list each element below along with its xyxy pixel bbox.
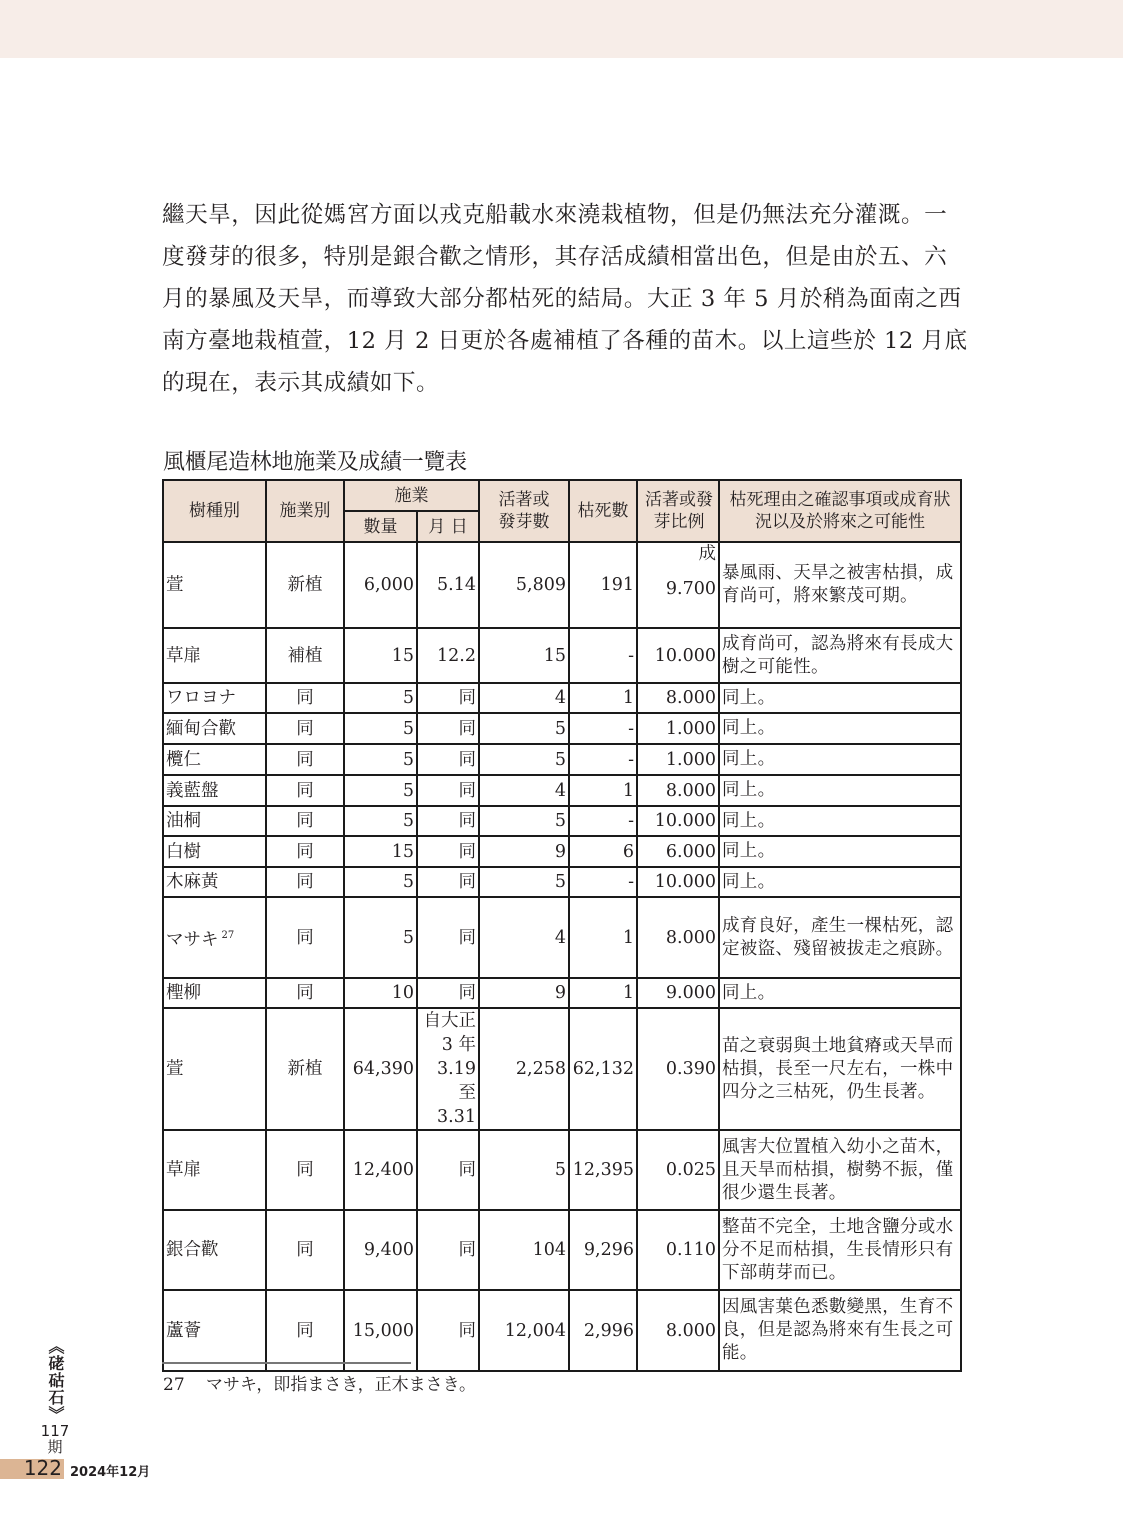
cell-work-type: 同 bbox=[266, 1290, 344, 1371]
cell-survived: 4 bbox=[479, 775, 569, 806]
cell-species bbox=[163, 542, 266, 628]
cell-date: 5.14 bbox=[417, 542, 479, 628]
cell-ratio: 10.000 bbox=[637, 628, 719, 683]
cell-date: 同 bbox=[417, 897, 479, 978]
footnote-ref[interactable]: 27 bbox=[221, 929, 235, 941]
cell-dead: - bbox=[569, 713, 637, 744]
cell-quantity: 9,400 bbox=[344, 1210, 417, 1290]
body-text bbox=[162, 194, 968, 404]
cell-quantity: 5 bbox=[344, 897, 417, 978]
ratio-value: 9.700 bbox=[665, 579, 716, 599]
issue-label: 期 bbox=[47, 1438, 63, 1456]
species-name: 緬甸合歡 bbox=[166, 718, 236, 739]
cell-remarks: 成育良好，產生一棵枯死，認定被盜、殘留被拔走之痕跡。 bbox=[719, 897, 961, 978]
cell-date: 同 bbox=[417, 1210, 479, 1290]
cell-ratio: 10.000 bbox=[637, 867, 719, 897]
cell-ratio bbox=[637, 542, 719, 628]
cell-ratio: 0.025 bbox=[637, 1130, 719, 1210]
table-row bbox=[163, 836, 961, 867]
table-row bbox=[163, 1210, 961, 1290]
header-remarks: 枯死理由之確認事項或成育狀況以及於將來之可能性 bbox=[719, 480, 961, 542]
cell-work-type: 同 bbox=[266, 713, 344, 744]
issue-number: 117 bbox=[40, 1422, 70, 1440]
cell-dead: 2,996 bbox=[569, 1290, 637, 1371]
cell-species bbox=[163, 1290, 266, 1371]
ratio-unit: 成 bbox=[698, 544, 716, 564]
page-number-box bbox=[0, 1456, 64, 1480]
cell-quantity: 5 bbox=[344, 713, 417, 744]
cell-remarks: 同上。 bbox=[719, 683, 961, 713]
cell-remarks: 同上。 bbox=[719, 867, 961, 897]
cell-dead: 12,395 bbox=[569, 1130, 637, 1210]
cell-work-type: 同 bbox=[266, 683, 344, 713]
cell-remarks: 因風害葉色悉數變黑，生育不良，但是認為將來有生長之可能。 bbox=[719, 1290, 961, 1371]
cell-work-type: 同 bbox=[266, 978, 344, 1008]
cell-ratio: 1.000 bbox=[637, 744, 719, 775]
cell-survived: 104 bbox=[479, 1210, 569, 1290]
cell-work-type: 新植 bbox=[266, 1008, 344, 1130]
cell-date: 同 bbox=[417, 683, 479, 713]
cell-ratio: 6.000 bbox=[637, 836, 719, 867]
cell-species bbox=[163, 1008, 266, 1130]
header-work: 施業 bbox=[344, 480, 479, 511]
cell-date: 12.2 bbox=[417, 628, 479, 683]
table-title: 風櫃尾造林地施業及成績一覽表 bbox=[163, 450, 467, 475]
cell-survived: 4 bbox=[479, 683, 569, 713]
cell-remarks: 整苗不完全，土地含鹽分或水分不足而枯損，生長情形只有下部萌芽而已。 bbox=[719, 1210, 961, 1290]
cell-quantity: 6,000 bbox=[344, 542, 417, 628]
species-name: 檉柳 bbox=[166, 983, 201, 1003]
table-row bbox=[163, 1008, 961, 1130]
cell-quantity: 5 bbox=[344, 744, 417, 775]
cell-quantity: 15 bbox=[344, 628, 417, 683]
cell-quantity: 10 bbox=[344, 978, 417, 1008]
table-row bbox=[163, 806, 961, 836]
cell-dead: 62,132 bbox=[569, 1008, 637, 1130]
body-line: 月的暴風及天旱，而導致大部分都枯死的結局。大正 3 年 5 月於稍為面南之西 bbox=[162, 286, 962, 312]
table-row bbox=[163, 713, 961, 744]
cell-survived: 2,258 bbox=[479, 1008, 569, 1130]
publication-date: 2024年12月 bbox=[70, 1465, 151, 1480]
table-body bbox=[163, 542, 961, 1371]
top-color-band bbox=[0, 0, 1123, 58]
header-survived-text: 活著或發芽數 bbox=[498, 490, 550, 532]
species-name: 油桐 bbox=[166, 811, 201, 831]
cell-dead: 1 bbox=[569, 978, 637, 1008]
table-row bbox=[163, 542, 961, 628]
footnote bbox=[163, 1373, 476, 1397]
survey-table bbox=[162, 479, 962, 1372]
cell-quantity: 5 bbox=[344, 867, 417, 897]
cell-survived: 5,809 bbox=[479, 542, 569, 628]
cell-survived: 5 bbox=[479, 806, 569, 836]
cell-remarks: 成育尚可，認為將來有長成大樹之可能性。 bbox=[719, 628, 961, 683]
cell-work-type: 同 bbox=[266, 1130, 344, 1210]
species-name: 草扉 bbox=[166, 1160, 201, 1180]
table-row bbox=[163, 744, 961, 775]
cell-quantity: 15,000 bbox=[344, 1290, 417, 1371]
cell-quantity: 5 bbox=[344, 683, 417, 713]
cell-survived: 9 bbox=[479, 836, 569, 867]
species-name: ワロヨナ bbox=[166, 688, 236, 708]
table-row bbox=[163, 1290, 961, 1371]
cell-date: 同 bbox=[417, 1130, 479, 1210]
species-name: 萱 bbox=[166, 575, 184, 595]
cell-remarks: 同上。 bbox=[719, 978, 961, 1008]
cell-survived: 5 bbox=[479, 713, 569, 744]
cell-ratio: 8.000 bbox=[637, 775, 719, 806]
cell-quantity: 5 bbox=[344, 775, 417, 806]
cell-remarks: 同上。 bbox=[719, 775, 961, 806]
cell-work-type: 同 bbox=[266, 867, 344, 897]
cell-work-type: 補植 bbox=[266, 628, 344, 683]
journal-title: 《硓𥑮石》 bbox=[46, 1338, 65, 1423]
cell-ratio: 1.000 bbox=[637, 713, 719, 744]
species-name: 義藍盤 bbox=[166, 780, 219, 801]
table-row bbox=[163, 1130, 961, 1210]
cell-quantity: 5 bbox=[344, 806, 417, 836]
cell-work-type: 同 bbox=[266, 744, 344, 775]
cell-date: 同 bbox=[417, 806, 479, 836]
cell-remarks: 暴風雨、天旱之被害枯損，成育尚可，將來繁茂可期。 bbox=[719, 542, 961, 628]
cell-species bbox=[163, 867, 266, 897]
species-name: 萱 bbox=[166, 1059, 184, 1079]
table-row bbox=[163, 867, 961, 897]
cell-ratio: 8.000 bbox=[637, 683, 719, 713]
cell-remarks: 同上。 bbox=[719, 713, 961, 744]
cell-remarks: 同上。 bbox=[719, 744, 961, 775]
cell-dead: - bbox=[569, 867, 637, 897]
header-date: 月 日 bbox=[417, 511, 479, 542]
cell-dead: 6 bbox=[569, 836, 637, 867]
header-species: 樹種別 bbox=[163, 480, 266, 542]
cell-work-type: 同 bbox=[266, 836, 344, 867]
cell-ratio: 9.000 bbox=[637, 978, 719, 1008]
cell-remarks: 同上。 bbox=[719, 836, 961, 867]
table-row bbox=[163, 978, 961, 1008]
cell-species bbox=[163, 683, 266, 713]
species-name: 白樹 bbox=[166, 841, 201, 862]
table-row bbox=[163, 628, 961, 683]
cell-date: 同 bbox=[417, 775, 479, 806]
footnote-divider bbox=[162, 1362, 411, 1364]
species-name: 木麻黃 bbox=[166, 872, 219, 892]
table-row bbox=[163, 897, 961, 978]
cell-survived: 5 bbox=[479, 744, 569, 775]
cell-species bbox=[163, 775, 266, 806]
cell-species bbox=[163, 744, 266, 775]
body-line: 的現在，表示其成績如下。 bbox=[162, 370, 440, 396]
cell-remarks: 同上。 bbox=[719, 806, 961, 836]
cell-survived: 12,004 bbox=[479, 1290, 569, 1371]
cell-ratio: 8.000 bbox=[637, 1290, 719, 1371]
cell-species bbox=[163, 897, 266, 978]
cell-work-type: 同 bbox=[266, 806, 344, 836]
cell-remarks: 風害大位置植入幼小之苗木，且天旱而枯損，樹勢不振，僅很少還生長著。 bbox=[719, 1130, 961, 1210]
cell-species bbox=[163, 713, 266, 744]
cell-remarks: 苗之衰弱與土地貧瘠或天旱而枯損，長至一尺左右，一株中四分之三枯死，仍生長著。 bbox=[719, 1008, 961, 1130]
journal-sidebar bbox=[38, 1338, 72, 1455]
species-name: 欖仁 bbox=[166, 749, 201, 770]
cell-date: 同 bbox=[417, 1290, 479, 1371]
body-line: 度發芽的很多，特別是銀合歡之情形，其存活成績相當出色，但是由於五、六 bbox=[162, 244, 948, 270]
cell-date: 同 bbox=[417, 978, 479, 1008]
cell-survived: 5 bbox=[479, 1130, 569, 1210]
cell-ratio: 0.390 bbox=[637, 1008, 719, 1130]
header-survived bbox=[479, 480, 569, 542]
cell-dead: 1 bbox=[569, 897, 637, 978]
cell-species bbox=[163, 1210, 266, 1290]
page-number: 122 bbox=[23, 1456, 62, 1480]
cell-quantity: 12,400 bbox=[344, 1130, 417, 1210]
header-quantity: 數量 bbox=[344, 511, 417, 542]
header-work-type: 施業別 bbox=[266, 480, 344, 542]
cell-quantity: 15 bbox=[344, 836, 417, 867]
cell-ratio: 0.110 bbox=[637, 1210, 719, 1290]
cell-species bbox=[163, 628, 266, 683]
cell-dead: - bbox=[569, 628, 637, 683]
cell-date: 同 bbox=[417, 867, 479, 897]
cell-dead: 191 bbox=[569, 542, 637, 628]
header-ratio-text: 活著或發芽比例 bbox=[645, 490, 713, 532]
cell-species bbox=[163, 806, 266, 836]
cell-dead: 1 bbox=[569, 683, 637, 713]
header-dead: 枯死數 bbox=[569, 480, 637, 542]
species-name: 蘆薈 bbox=[166, 1320, 201, 1341]
cell-date: 同 bbox=[417, 713, 479, 744]
cell-dead: - bbox=[569, 744, 637, 775]
body-line: 南方臺地栽植萱，12 月 2 日更於各處補植了各種的苗木。以上這些於 12 月底 bbox=[162, 328, 968, 354]
cell-work-type: 新植 bbox=[266, 542, 344, 628]
footnote-number: 27 bbox=[163, 1375, 185, 1395]
species-name: 銀合歡 bbox=[166, 1240, 219, 1260]
cell-survived: 5 bbox=[479, 867, 569, 897]
species-name: 草扉 bbox=[166, 645, 201, 666]
cell-quantity: 64,390 bbox=[344, 1008, 417, 1130]
cell-dead: - bbox=[569, 806, 637, 836]
cell-species bbox=[163, 836, 266, 867]
body-line: 繼天旱，因此從媽宮方面以戎克船載水來澆栽植物，但是仍無法充分灌溉。一 bbox=[162, 202, 948, 228]
cell-date: 同 bbox=[417, 836, 479, 867]
table-row bbox=[163, 775, 961, 806]
cell-species bbox=[163, 978, 266, 1008]
cell-survived: 4 bbox=[479, 897, 569, 978]
cell-dead: 1 bbox=[569, 775, 637, 806]
cell-work-type: 同 bbox=[266, 897, 344, 978]
cell-work-type: 同 bbox=[266, 775, 344, 806]
species-name: マサキ bbox=[166, 929, 219, 950]
table-row bbox=[163, 683, 961, 713]
cell-date: 自大正 3 年 3.19 至 3.31 bbox=[417, 1008, 479, 1130]
cell-date: 同 bbox=[417, 744, 479, 775]
cell-work-type: 同 bbox=[266, 1210, 344, 1290]
cell-ratio: 8.000 bbox=[637, 897, 719, 978]
cell-survived: 15 bbox=[479, 628, 569, 683]
cell-survived: 9 bbox=[479, 978, 569, 1008]
footnote-text: マサキ，即指まさき，正木まさき。 bbox=[206, 1375, 477, 1395]
cell-dead: 9,296 bbox=[569, 1210, 637, 1290]
cell-species bbox=[163, 1130, 266, 1210]
cell-ratio: 10.000 bbox=[637, 806, 719, 836]
header-ratio bbox=[637, 480, 719, 542]
